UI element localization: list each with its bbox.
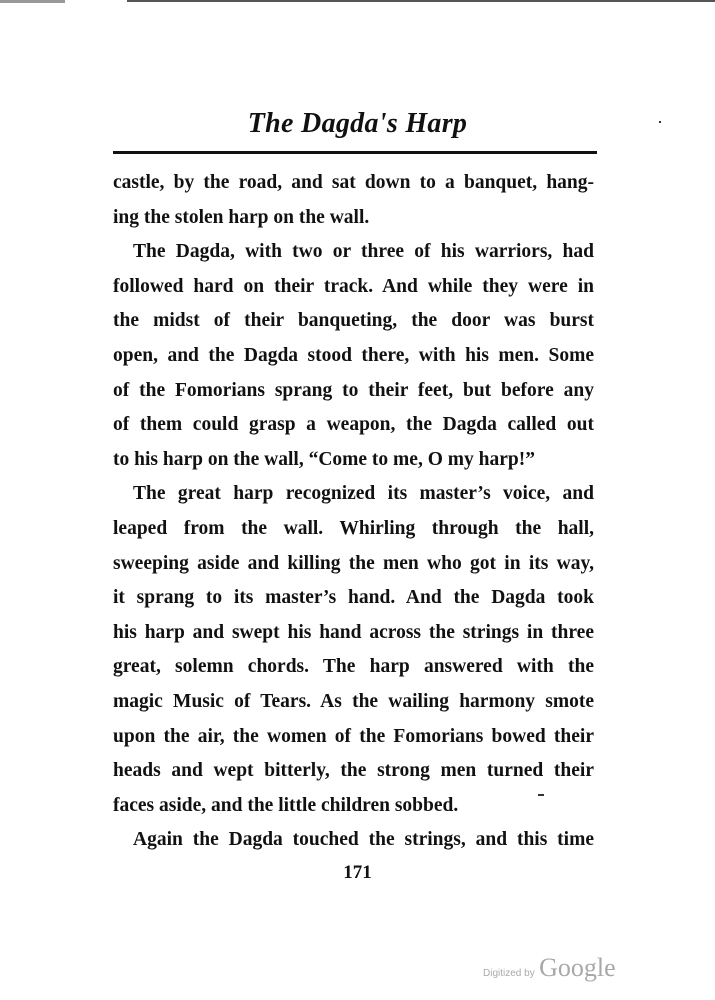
text-line: The great harp recognized its master’s voice, and xyxy=(133,483,594,505)
text-line: sweeping aside and killing the men who got in its way, xyxy=(113,552,594,574)
text-line: upon the air, the women of the Fomorians bowed their xyxy=(113,725,594,747)
page-number: 171 xyxy=(343,862,372,883)
text-line: of them could grasp a weapon, the Dagda called out xyxy=(113,414,594,436)
header-rule xyxy=(113,151,597,154)
text-line: heads and wept bitterly, the strong men turned their xyxy=(113,760,594,782)
digitized-by-google-watermark xyxy=(483,953,616,983)
scan-edge-right xyxy=(127,0,715,2)
watermark-brand: Google xyxy=(539,953,616,982)
running-header: The Dagda's Harp xyxy=(247,108,468,139)
text-line: great, solemn chords. The harp answered with the xyxy=(113,656,594,678)
scan-speck xyxy=(659,121,661,123)
text-line: his harp and swept his hand across the strings in three xyxy=(113,621,594,643)
text-line: it sprang to its master’s hand. And the Dagda took xyxy=(113,587,594,609)
text-line: ing the stolen harp on the wall. xyxy=(113,206,370,228)
page-body-text xyxy=(113,166,594,858)
scan-edge-left xyxy=(0,0,65,3)
text-line: of the Fomorians sprang to their feet, but before any xyxy=(113,379,594,401)
text-line: leaped from the wall. Whirling through the hall, xyxy=(113,517,594,539)
text-line: open, and the Dagda stood there, with his men. Some xyxy=(113,344,594,366)
text-line: to his harp on the wall, “Come to me, O my harp!” xyxy=(113,448,535,470)
text-line: followed hard on their track. And while they were in xyxy=(113,275,594,297)
scan-speck xyxy=(538,794,544,796)
text-line: castle, by the road, and sat down to a banquet, hang- xyxy=(113,172,594,193)
text-line: magic Music of Tears. As the wailing harmony smote xyxy=(113,690,594,712)
text-line: The Dagda, with two or three of his warriors, had xyxy=(133,241,594,263)
text-line: faces aside, and the little children sobbed. xyxy=(113,794,459,816)
watermark-prefix: Digitized by xyxy=(483,968,535,979)
text-line: Again the Dagda touched the strings, and this time xyxy=(133,829,594,851)
text-line: the midst of their banqueting, the door was burst xyxy=(113,310,594,332)
